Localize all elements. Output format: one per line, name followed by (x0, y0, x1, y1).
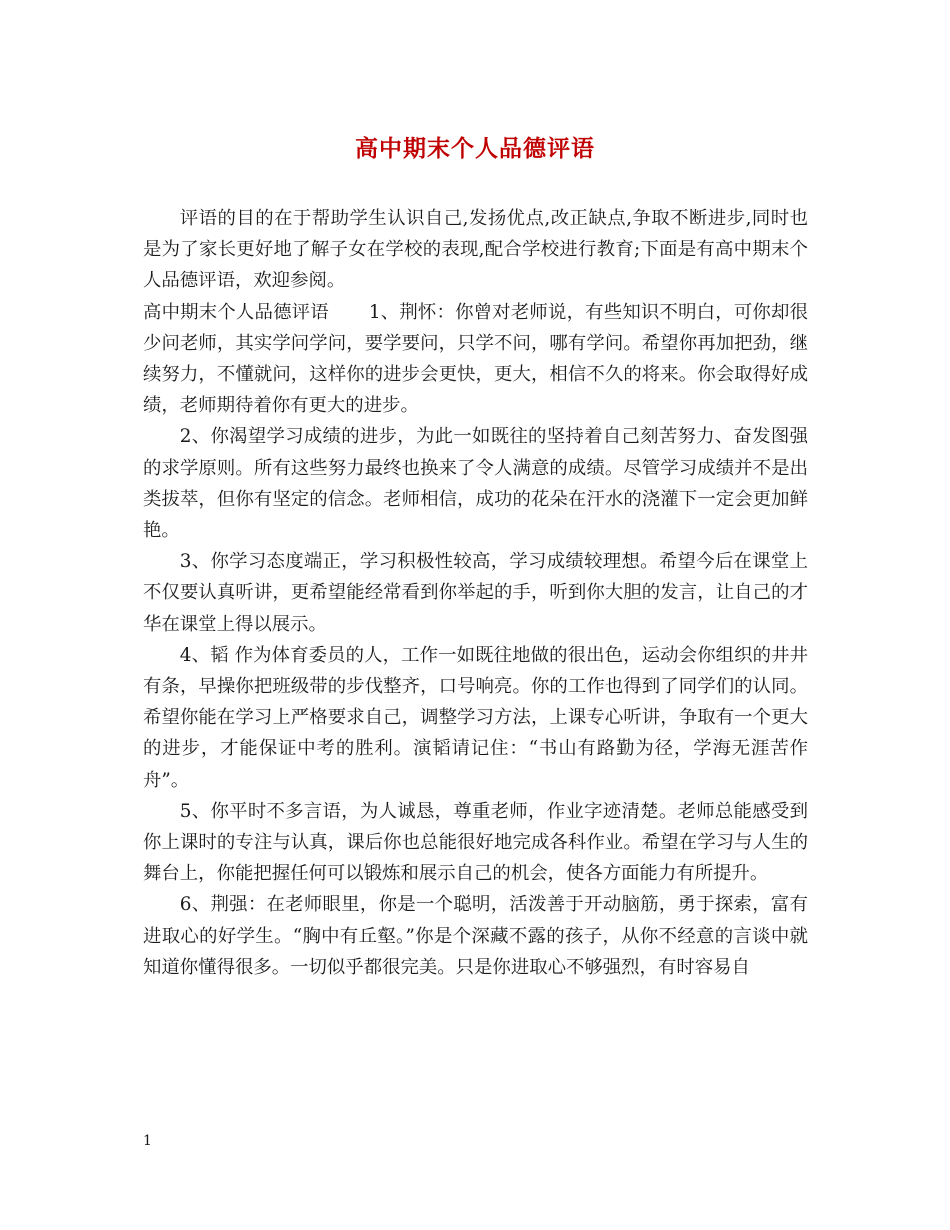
comment-paragraph-6: 6、荆强：在老师眼里，你是一个聪明，活泼善于开动脑筋，勇于探索，富有进取心的好学生。“胸中有丘壑。”你是个深藏不露的孩子，从你不经意的言谈中就知道你懂得很多。一切似乎都很完美。只是你进取心不够强烈，有时容易自 (143, 894, 808, 978)
comment-paragraph-3: 3、你学习态度端正，学习积极性较高，学习成绩较理想。希望今后在课堂上不仅要认真听讲，更希望能经常看到你举起的手，听到你大胆的发言，让自己的才华在课堂上得以展示。 (143, 551, 808, 635)
comment-paragraph-2: 2、你渴望学习成绩的进步，为此一如既往的坚持着自己刻苦努力、奋发图强的求学原则。所有这些努力最终也换来了令人满意的成绩。尽管学习成绩并不是出类拔萃，但你有坚定的信念。老师相信，成功的花朵在汗水的浇灌下一定会更加鲜艳。 (143, 426, 808, 542)
page-number: 1 (143, 1133, 152, 1149)
comment-1-text: 1、荆怀：你曾对老师说，有些知识不明白，可你却很少问老师，其实学问学问，要学要问，只学不问，哪有学问。希望你再加把劲，继续努力，不懂就问，这样你的进步会更快，更大，相信不久的将来。你会取得好成绩，老师期待着你有更大的进步。 (143, 301, 808, 417)
comment-paragraph-4: 4、韬 作为体育委员的人，工作一如既往地做的很出色，运动会你组织的井井有条，早操你把班级带的步伐整齐，口号响亮。你的工作也得到了同学们的认同。希望你能在学习上严格要求自己，调整学习方法，上课专心听讲，争取有一个更大的进步，才能保证中考的胜利。演韬请记住：“书山有路勤为径，学海无涯苦作舟”。 (143, 644, 808, 791)
document-title: 高中期末个人品德评语 (355, 135, 595, 162)
section-label: 高中期末个人品德评语 (143, 301, 329, 323)
document-body (143, 203, 808, 983)
comment-paragraph-5: 5、你平时不多言语，为人诚恳，尊重老师，作业字迹清楚。老师总能感受到你上课时的专注与认真，课后你也总能很好地完成各科作业。希望在学习与人生的舞台上，你能把握任何可以锻炼和展示自己的机会，使各方面能力有所提升。 (143, 800, 808, 885)
comment-paragraph-1 (143, 297, 808, 422)
intro-paragraph: 评语的目的在于帮助学生认识自己,发扬优点,改正缺点,争取不断进步,同时也是为了家长更好地了解子女在学校的表现,配合学校进行教育;下面是有高中期末个人品德评语，欢迎参阅。 (143, 208, 808, 292)
